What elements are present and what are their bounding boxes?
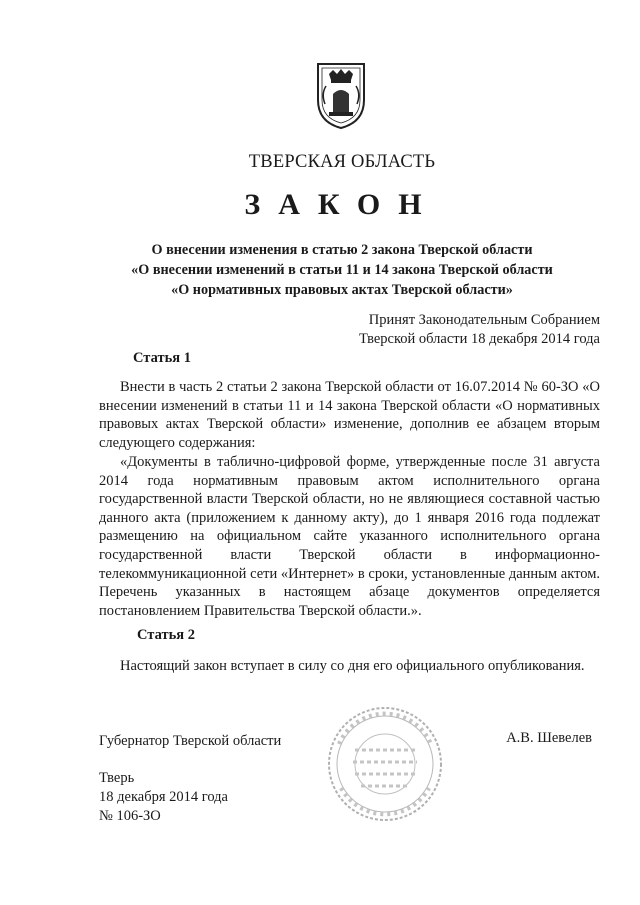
document-title: ЗАКОН — [244, 188, 440, 221]
signing-date: 18 декабря 2014 года — [99, 789, 228, 805]
place-of-signing: Тверь — [99, 770, 135, 786]
adoption-line: Тверской области 18 декабря 2014 года — [358, 331, 600, 347]
article-1-heading: Статья 1 — [133, 350, 191, 366]
law-subject-line: «О внесении изменений в статьи 11 и 14 закона Тверской области — [131, 262, 553, 278]
official-seal-stamp — [325, 704, 445, 824]
article-1-quoted-paragraph: «Документы в таблично-цифровой форме, утвержденные после 31 августа 2014 года нормативным правовым актом исполнительного органа государственной власти Тверской области, но не являющиеся составной частью данного акта (приложением к данному акту), до 1 января 2016 года подлежат размещению на официальном сайте указанного исполнительного органа государственной власти Тверской области в информационно-телекоммуникационной сети «Интернет» в сроки, установленные данным актом. Перечень указанных в настоящем абзаце документов определяется постановлением Правительства Тверской области.». — [99, 454, 600, 619]
law-number: № 106-ЗО — [99, 808, 161, 824]
law-subject-line: О внесении изменения в статью 2 закона Тверской области — [151, 242, 533, 258]
document-footer — [99, 769, 228, 826]
signatory-position: Губернатор Тверской области — [99, 733, 282, 749]
law-subject-line: «О нормативных правовых актах Тверской области» — [171, 282, 513, 298]
adoption-line: Принят Законодательным Собранием — [368, 312, 600, 328]
adoption-note — [359, 311, 600, 349]
article-1-paragraph: Внести в часть 2 статьи 2 закона Тверской области от 16.07.2014 № 60-ЗО «О внесении изменений в статьи 11 и 14 закона Тверской области «О нормативных правовых актах Тверской области» изменение, дополнив ее абзацем вторым следующего содержания: — [99, 379, 600, 451]
region-name: ТВЕРСКАЯ ОБЛАСТЬ — [248, 152, 436, 172]
coat-of-arms-icon — [315, 60, 367, 130]
article-2-heading: Статья 2 — [137, 627, 195, 643]
law-subject — [0, 240, 640, 300]
article-2-paragraph: Настоящий закон вступает в силу со дня его официального опубликования. — [120, 658, 585, 674]
signatory-name: А.В. Шевелев — [506, 730, 592, 746]
